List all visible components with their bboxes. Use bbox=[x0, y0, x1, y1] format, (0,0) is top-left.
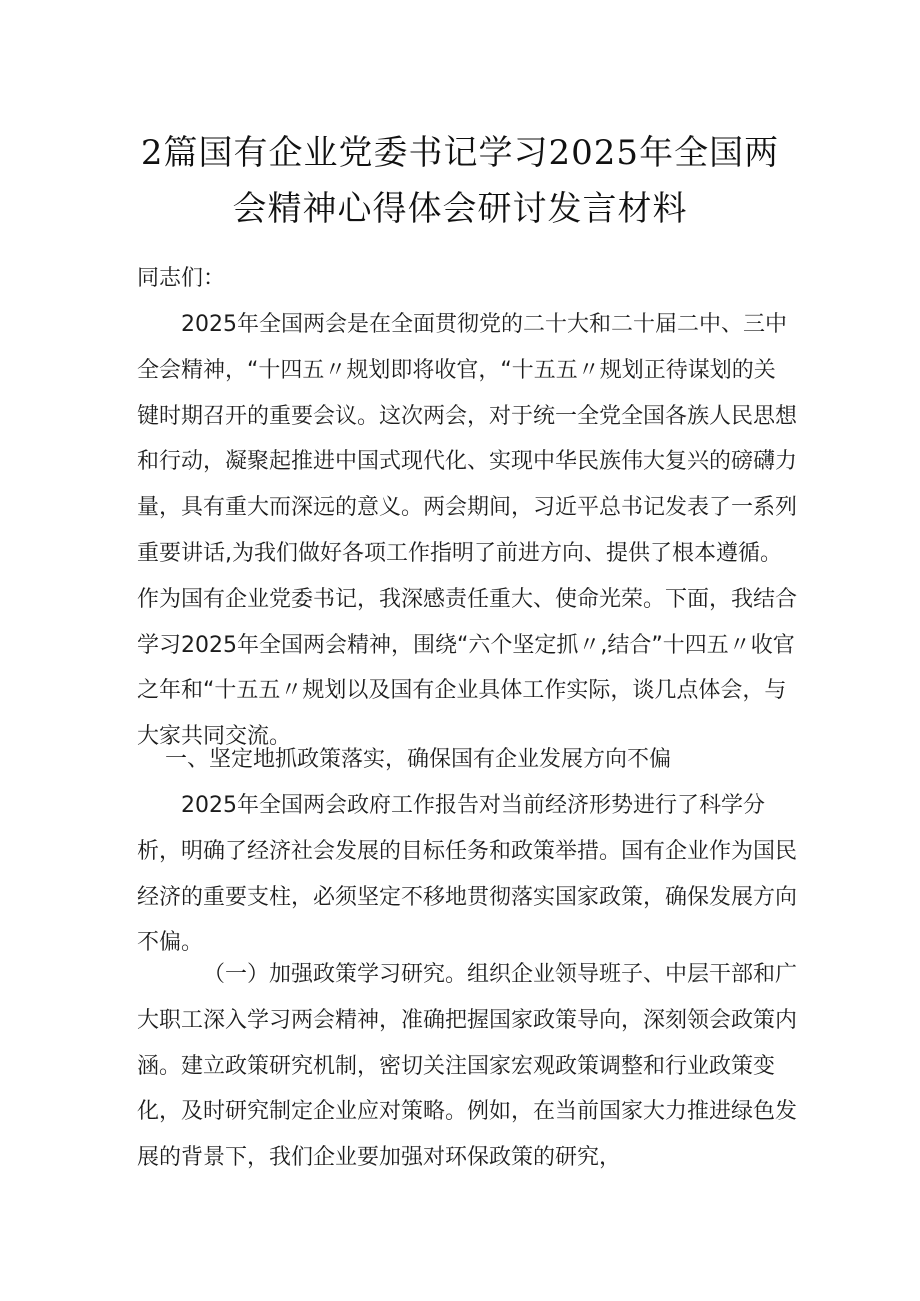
paragraph-intro: 2025年全国两会是在全面贯彻党的二十大和二十届二中、三中全会精神，“十四五〃规划即将收官，“十五五〃规划正待谋划的关键时期召开的重要会议。这次两会，对于统一全党全国各族人民思想和行动，凝聚起推进中国式现代化、实现中华民族伟大复兴的磅礴力量，具有重大而深远的意义。两会期间，习近平总书记发表了一系列重要讲话,为我们做好各项工作指明了前进方向、提供了根本遵循。作为国有企业党委书记，我深感责任重大、使命光荣。下面，我结合学习2025年全国两会精神，围绕“六个坚定抓〃,结合”十四五〃收官之年和“十五五〃规划以及国有企业具体工作实际，谈几点体会，与大家共同交流。 bbox=[137, 312, 798, 750]
salutation: 同志们： bbox=[137, 266, 226, 291]
document-title-line-1: 2篇国有企业党委书记学习2025年全国两 bbox=[140, 133, 780, 173]
section-heading-1: 一、坚定地抓政策落实，确保国有企业发展方向不偏 bbox=[165, 747, 672, 772]
paragraph-subsection-1: （一）加强政策学习研究。组织企业领导班子、中层干部和广大职工深入学习两会精神，准确把握国家政策导向，深刻领会政策内涵。建立政策研究机制，密切关注国家宏观政策调整和行业政策变化，及时研究制定企业应对策略。例如，在当前国家大力推进绿色发展的背景下，我们企业要加强对环保政策的研究， bbox=[137, 962, 798, 1171]
paragraph-section-1: 2025年全国两会政府工作报告对当前经济形势进行了科学分析，明确了经济社会发展的目标任务和政策举措。国有企业作为国民经济的重要支柱，必须坚定不移地贯彻落实国家政策，确保发展方向不偏。 bbox=[137, 793, 798, 956]
document-title-line-2: 会精神心得体会研讨发言材料 bbox=[232, 189, 688, 229]
